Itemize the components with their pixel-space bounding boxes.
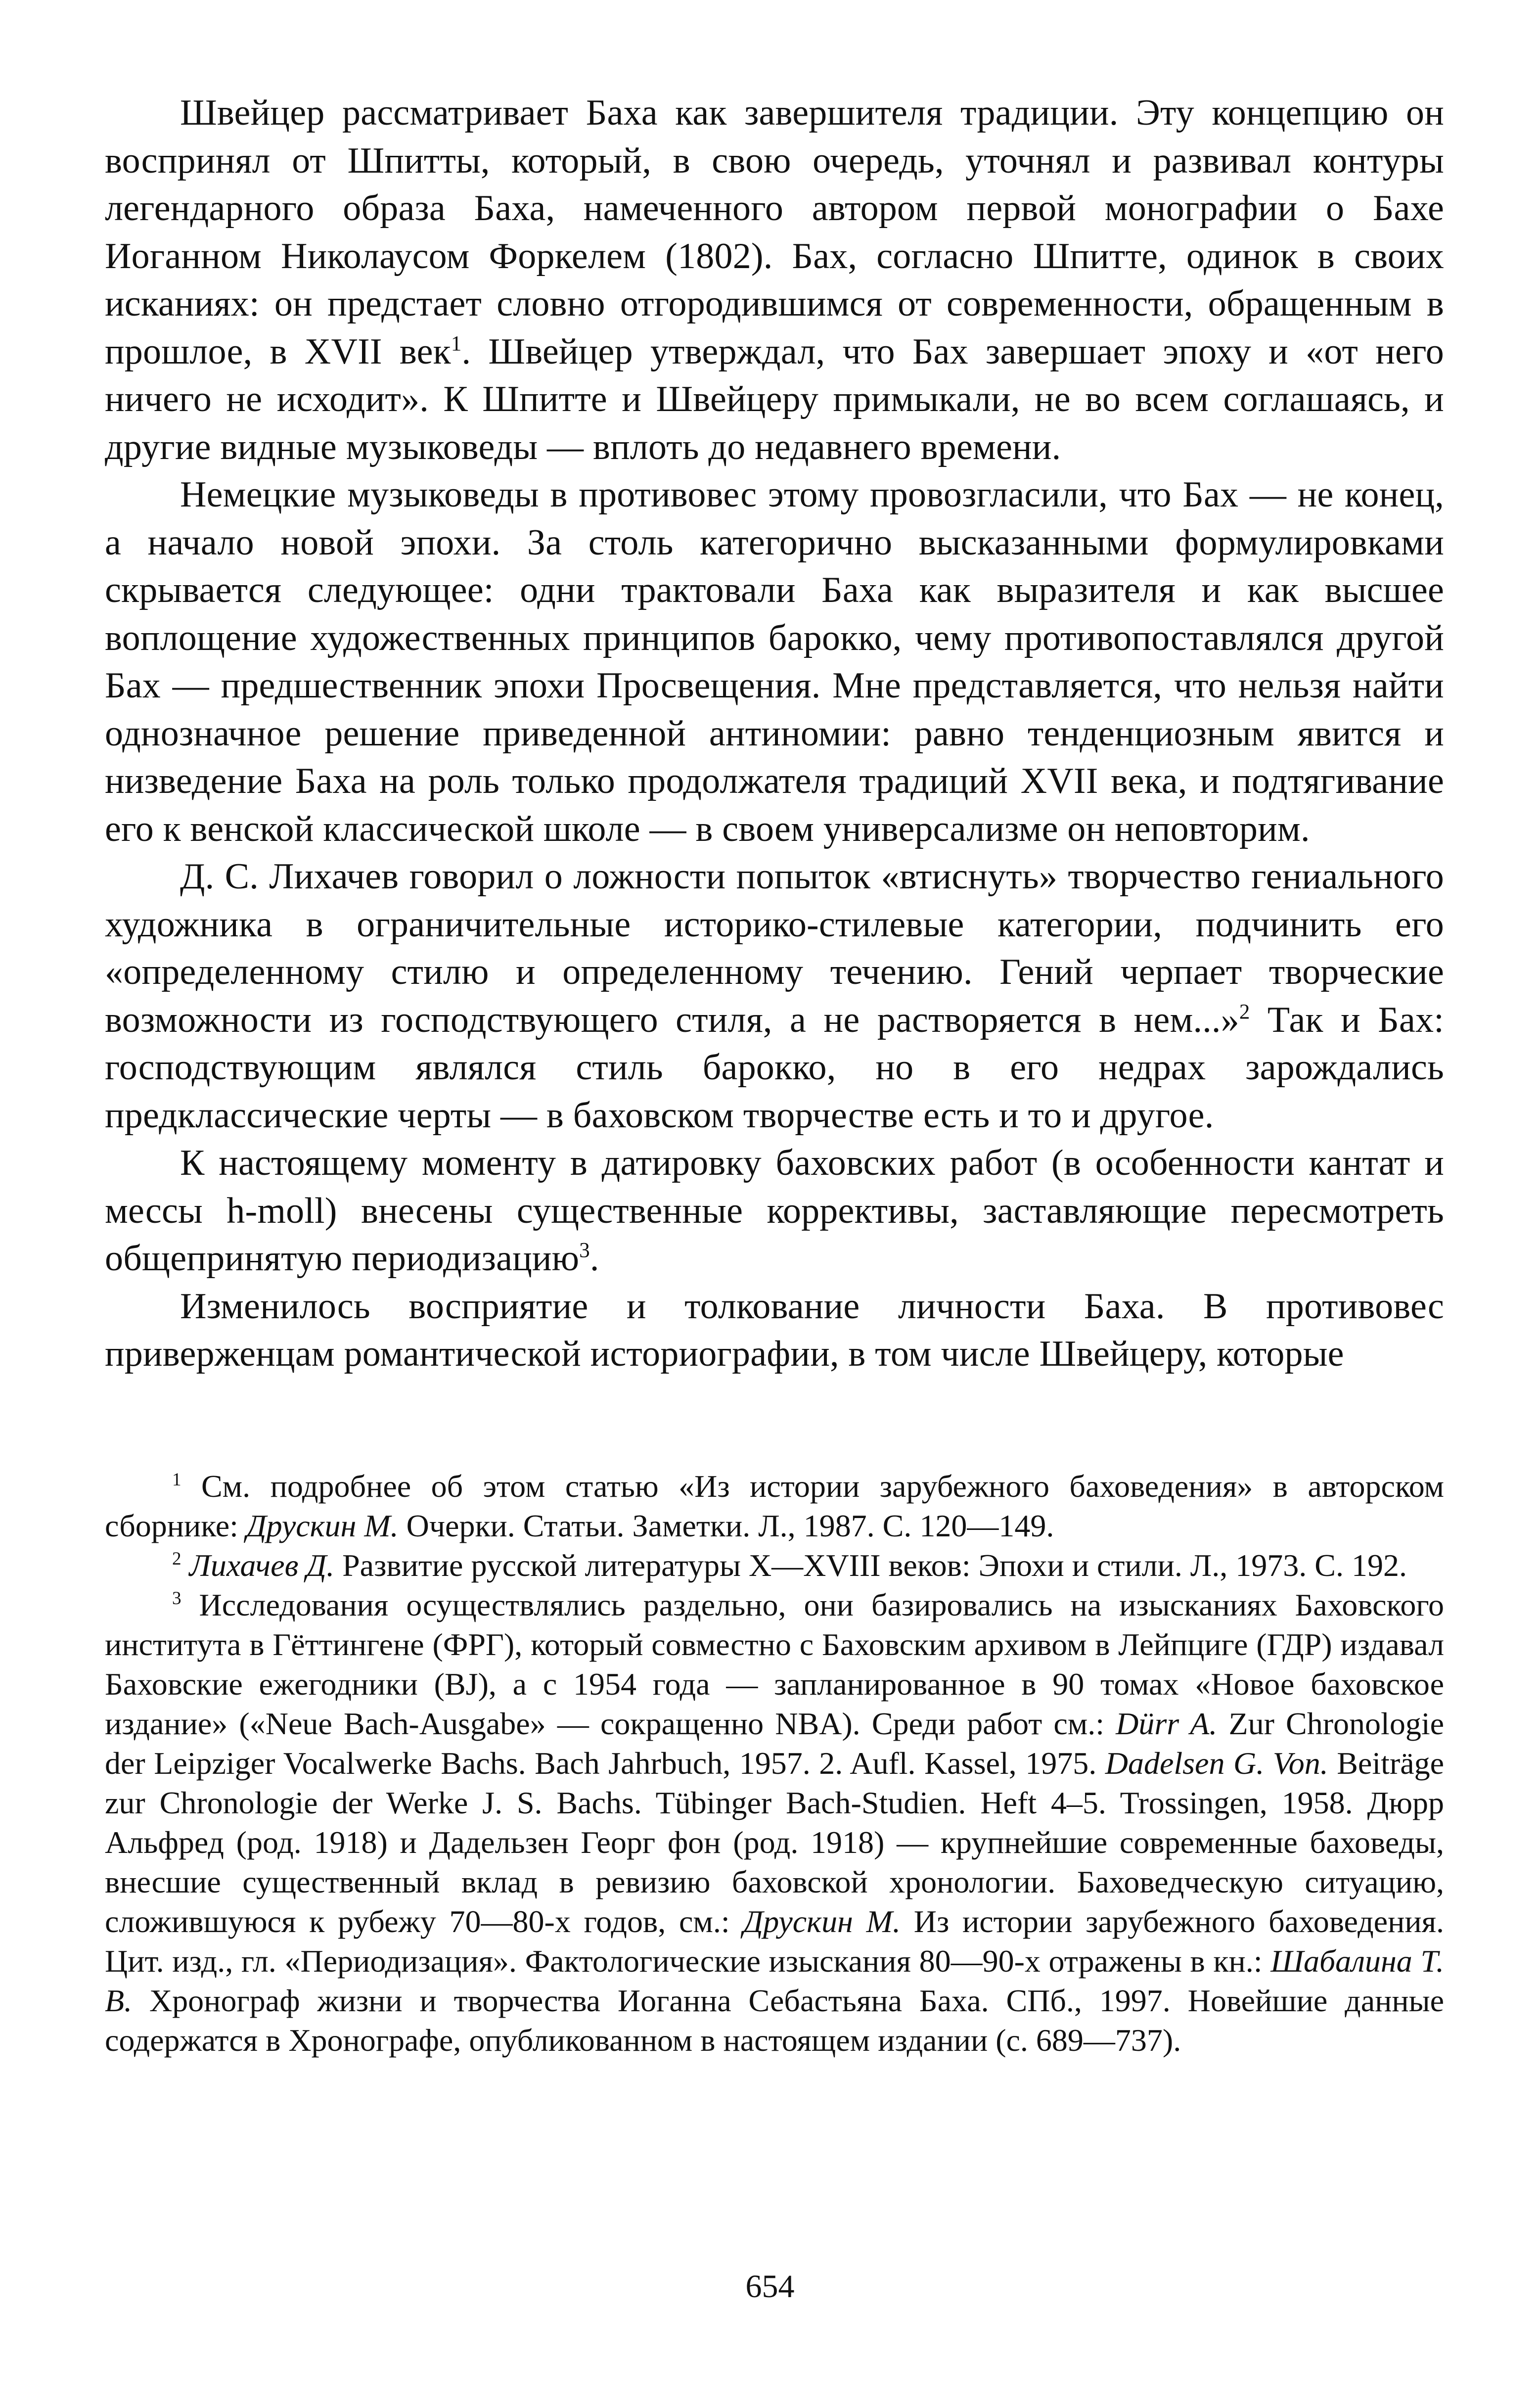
footnote-3-author-durr: Dürr A. — [1116, 1706, 1218, 1741]
paragraph-1-text-a: Швейцер рассматривает Баха как завершителя традиции. Эту концепцию он воспринял от Шпитты, который, в свою очередь, уточнял и развивал контуры легендарного образа Баха, намеченного автором первой монографии о Бахе Иоганном Николаусом Форкелем (1802). Бах, согласно Шпитте, одинок в своих исканиях: он предстает словно отгородившимся от современности, обращенным в прошлое, в XVII век — [105, 92, 1444, 372]
footnote-3-marker: 3 — [172, 1588, 181, 1609]
paragraph-2 — [105, 471, 1444, 853]
footnote-3 — [105, 1585, 1444, 2060]
footnote-1-text-b: Очерки. Статьи. Заметки. Л., 1987. С. 120—149. — [398, 1508, 1054, 1543]
footnote-2 — [105, 1546, 1444, 1585]
footnote-ref-3: 3 — [579, 1239, 590, 1262]
footnote-2-space — [181, 1548, 189, 1583]
footnotes — [105, 1467, 1444, 2060]
footnote-3-author-shabalina: Шабалина Т. В. — [105, 1943, 1445, 2018]
footnote-3-text-e: Хронограф жизни и творчества Иоганна Себастьяна Баха. СПб., 1997. Новейшие данные содержатся в Хронографе, опубликованном в настоящем издании (с. 689—737). — [105, 1983, 1444, 2058]
paragraph-2-text: Немецкие музыковеды в противовес этому провозгласили, что Бах — не конец, а начало новой эпохи. За столь категорично высказанными формулировками скрывается следующее: одни трактовали Баха как выразителя и как высшее воплощение художественных принципов барокко, чему противопоставлялся другой Бах — предшественник эпохи Просвещения. Мне представляется, что нельзя найти однозначное решение приведенной антиномии: равно тенденциозным явится и низведение Баха на роль только продолжателя традиций XVII века, и подтягивание его к венской классической школе — в своем универсализме он неповторим. — [105, 474, 1444, 849]
paragraph-4-text-b: . — [589, 1238, 599, 1279]
footnote-1-text-a: См. подробнее об этом статью «Из истории зарубежного баховедения» в авторском сборнике: — [105, 1469, 1444, 1543]
footnote-1-author: Друскин М. — [246, 1508, 399, 1543]
footnote-3-text-d: Из истории зарубежного баховедения. Цит. изд., гл. «Периодизация». Фактологические изыскания 80—90-х отражены в кн.: — [105, 1904, 1445, 1979]
main-text — [105, 89, 1444, 1378]
footnote-1-marker: 1 — [172, 1470, 181, 1490]
footnote-2-marker: 2 — [172, 1549, 181, 1569]
footnote-3-text-a: Исследования осуществлялись раздельно, они базировались на изысканиях Баховского института в Гёттингене (ФРГ), который совместно с Баховским архивом в Лейпциге (ГДР) издавал Баховские ежегодники (BJ), а с 1954 года — запланированное в 90 томах «Новое баховское издание» («Neue Bach-Ausgabe» — сокращенно NBA). Среди работ см.: — [105, 1587, 1444, 1741]
paragraph-3-text-b: Так и Бах: господствующим являлся стиль барокко, но в его недрах зарождались предклассические черты — в баховском творчестве есть и то и другое. — [105, 999, 1444, 1136]
paragraph-5 — [105, 1283, 1444, 1378]
paragraph-1-text-b: . Швейцер утверждал, что Бах завершает эпоху и «от него ничего не исходит». К Шпитте и Швейцеру примыкали, не во всем соглашаясь, и другие видные музыковеды — вплоть до недавнего времени. — [105, 331, 1444, 467]
paragraph-3-text-a: Д. С. Лихачев говорил о ложности попыток «втиснуть» творчество гениального художника в ограничительные историко-стилевые категории, подчинить его «определенному стилю и определенному течению. Гений черпает творческие возможности из господствующего стиля, а не растворяется в нем...» — [105, 856, 1444, 1040]
footnote-2-text: Развитие русской литературы X—XVIII веков: Эпохи и стили. Л., 1973. С. 192. — [334, 1548, 1407, 1583]
footnote-1 — [105, 1467, 1444, 1546]
paragraph-4-text-a: К настоящему моменту в датировку баховских работ (в особенности кантат и мессы h-moll) внесены существенные коррективы, заставляющие пересмотреть общепринятую периодизацию — [105, 1143, 1444, 1279]
paragraph-1 — [105, 89, 1444, 471]
footnote-3-text-b: Zur Chronologie der Leipziger Vocalwerke Bachs. Bach Jahrbuch, 1957. 2. Aufl. Kassel, 1975. — [105, 1706, 1445, 1781]
footnote-3-text-c: Beiträge zur Chronologie der Werke J. S. Bachs. Tübinger Bach-Studien. Heft 4–5. Trossingen, 1958. Дюрр Альфред (род. 1918) и Дадельзен Георг фон (род. 1918) — крупнейшие современные баховеды, внесшие существенный вклад в ревизию баховской хронологии. Баховедческую ситуацию, сложившуюся к рубежу 70—80-х годов, см.: — [105, 1746, 1445, 1939]
footnote-2-author: Лихачев Д. — [189, 1548, 335, 1583]
paragraph-3 — [105, 853, 1444, 1139]
paragraph-4 — [105, 1139, 1444, 1283]
footnote-3-author-dadelsen: Dadelsen G. Von. — [1105, 1746, 1328, 1781]
footnote-ref-1: 1 — [451, 331, 462, 355]
footnote-3-author-druskin: Друскин М. — [743, 1904, 901, 1939]
footnote-ref-2: 2 — [1239, 1000, 1250, 1023]
page-number: 654 — [745, 2268, 795, 2305]
paragraph-5-text: Изменилось восприятие и толкование личности Баха. В противовес приверженцам романтической историографии, в том числе Швейцеру, которые — [105, 1286, 1444, 1374]
